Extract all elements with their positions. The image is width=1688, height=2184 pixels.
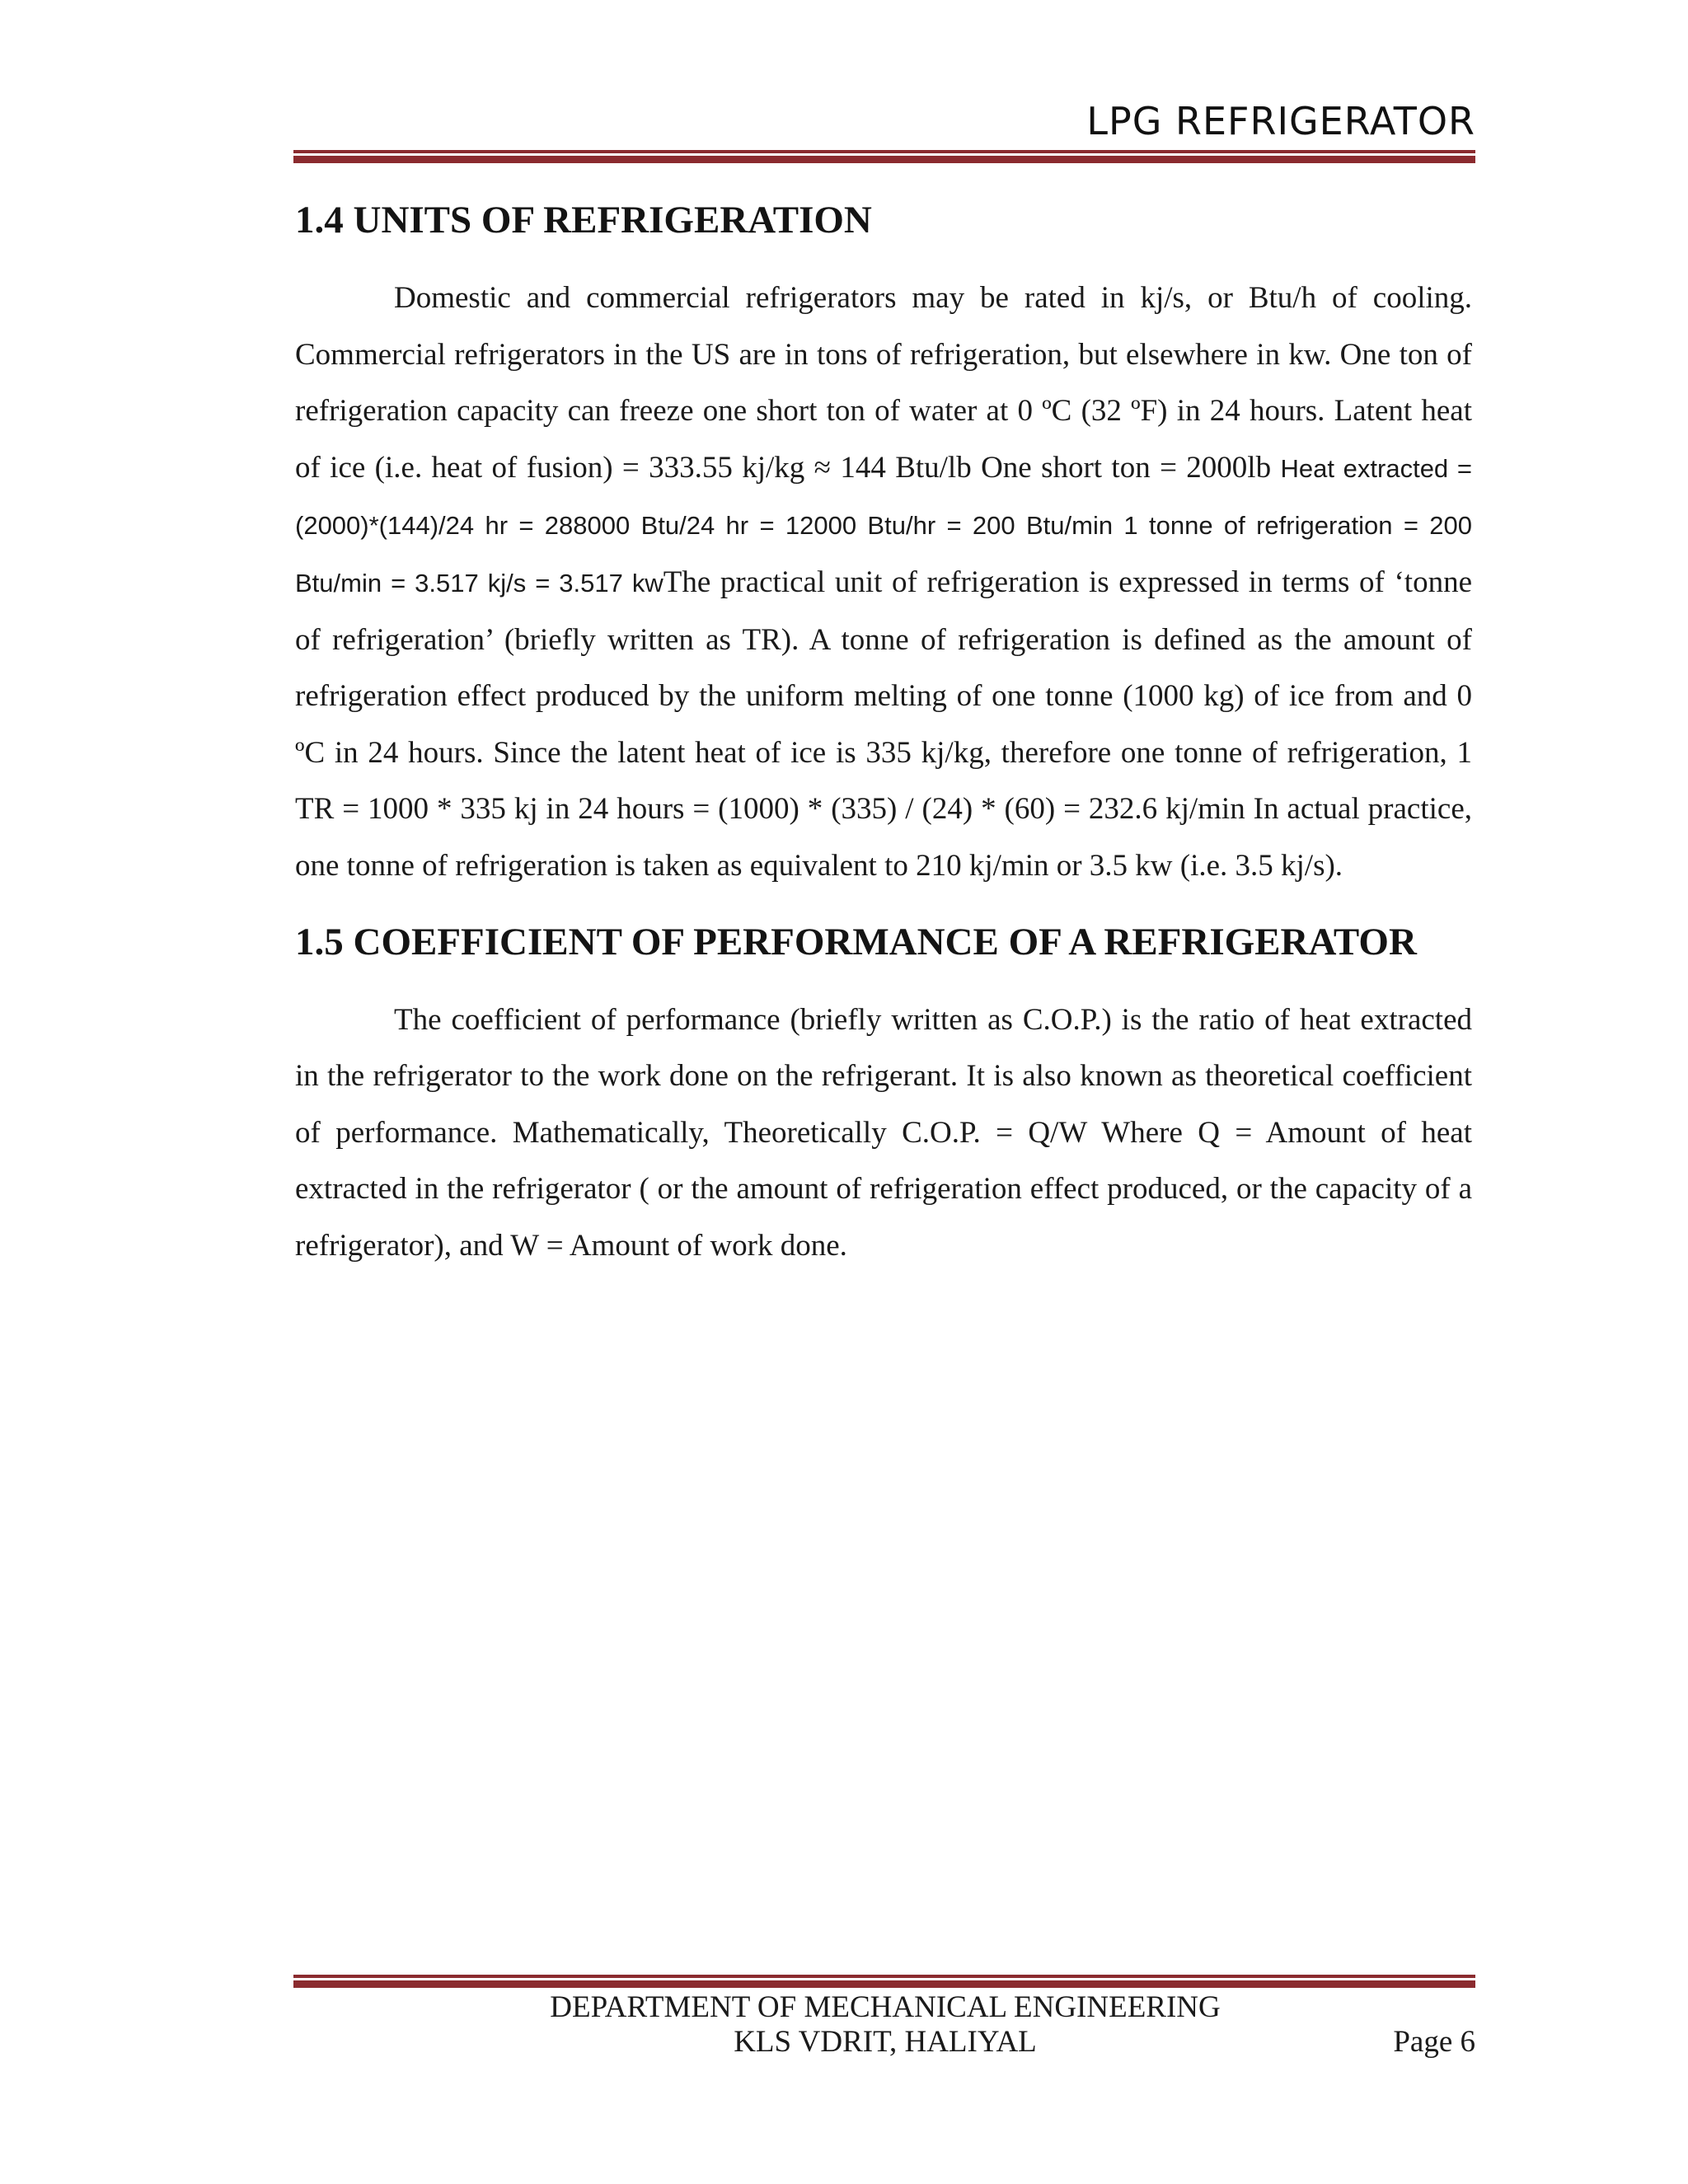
header-rule <box>293 150 1475 163</box>
footer-rule <box>293 1975 1475 1988</box>
paragraph-text-continued: The practical unit of refrigeration is expressed in terms of ‘tonne of refrigeration’ (briefly written as TR). A tonne of refrigeration is defined as the amount of refrigeration effect produced by the uniform melting of one tonne (1000 kg) of ice from and 0 ºC in 24 hours. Since the latent heat of ice is 335 kj/kg, therefore one tonne of refrigeration, 1 TR = 1000 * 335 kj in 24 hours = (1000) * (335) / (24) * (60) = 232.6 kj/min In actual practice, one tonne of refrigeration is taken as equivalent to 210 kj/min or 3.5 kw (i.e. 3.5 kj/s). <box>295 565 1472 883</box>
section-heading-units: 1.4 UNITS OF REFRIGERATION <box>295 199 872 241</box>
footer-department: DEPARTMENT OF MECHANICAL ENGINEERING <box>550 1990 1221 2024</box>
running-header: LPG REFRIGERATOR <box>1086 99 1475 143</box>
section-paragraph-units <box>295 270 1472 895</box>
footer-college: KLS VDRIT, HALIYAL <box>734 2025 1037 2059</box>
calculation-text: Heat extracted = (2000)*(144)/24 hr = 288000 Btu/24 hr = 12000 Btu/hr = 200 Btu/min 1 tonne of refrigeration = 200 Btu/min = 3.517 kj/s = 3.517 kw <box>295 453 1472 598</box>
section-heading-cop: 1.5 COEFFICIENT OF PERFORMANCE OF A REFRIGERATOR <box>295 920 1417 963</box>
page-content <box>295 190 1472 1275</box>
section-paragraph-cop: The coefficient of performance (briefly written as C.O.P.) is the ratio of heat extracted in the refrigerator to the work done on the refrigerant. It is also known as theoretical coefficient of performance. Mathematically, Theoretically C.O.P. = Q/W Where Q = Amount of heat extracted in the refrigerator ( or the amount of refrigeration effect produced, or the capacity of a refrigerator), and W = Amount of work done. <box>295 1002 1472 1263</box>
page-number: Page 6 <box>1393 2025 1475 2059</box>
paragraph-text: Domestic and commercial refrigerators may be rated in kj/s, or Btu/h of cooling. Commercial refrigerators in the US are in tons of refrigeration, but elsewhere in kw. One ton of refrigeration capacity can freeze one short ton of water at 0 ºC (32 ºF) in 24 hours. Latent heat of ice (i.e. heat of fusion) = 333.55 kj/kg ≈ 144 Btu/lb One short ton = 2000lb <box>295 281 1472 485</box>
